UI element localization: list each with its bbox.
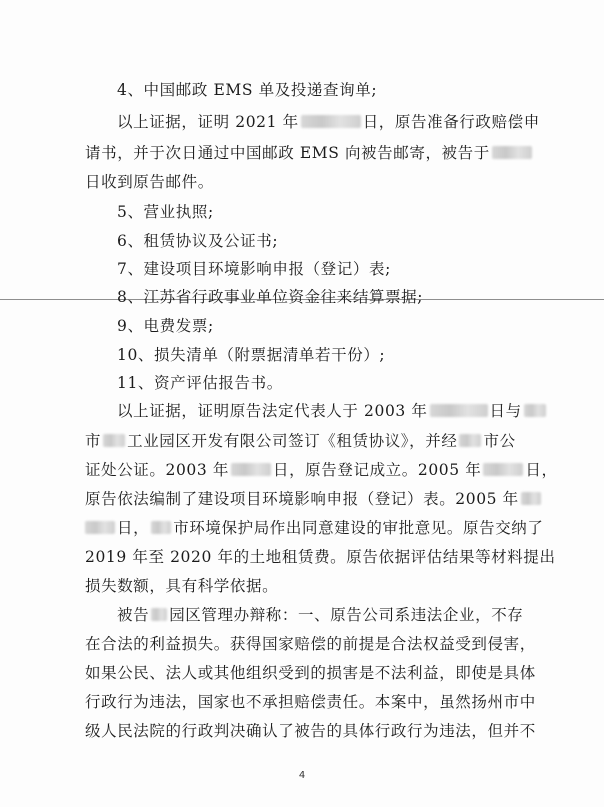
line-10-text: 10、损失清单（附票据清单若干份）; [117,346,386,364]
line-20-text: 在合法的利益损失。获得国家赔偿的前提是合法权益受到侵害， [85,635,536,653]
line-18-text: 损失数额，具有科学依据。 [85,577,279,595]
redaction-mark [430,404,488,417]
line-4-text: 日收到原告邮件。 [85,173,214,191]
line-5-text: 5、营业执照; [117,203,214,221]
redaction-mark [459,434,481,447]
line-12-text-b: 日与 [489,402,522,420]
line-19-text-b: 园区管理办辩称：一、原告公司系违法企业，不存 [169,606,524,624]
line-1-text: 4、中国邮政 EMS 单及投递查询单; [117,81,378,99]
text-line-21 [85,663,536,683]
redaction-mark [524,404,546,417]
redaction-mark [521,492,541,505]
line-23-text: 级人民法院的行政判决确认了被告的具体行政行为违法，但并不 [85,722,536,740]
text-line-13 [85,431,516,451]
text-line-23 [85,721,536,741]
line-17-text: 2019 年至 2020 年的土地租赁费。原告依据评估结果等材料提出 [85,548,556,566]
line-2-text-b: 日，原告准备行政赔偿申 [362,113,540,131]
text-line-20 [85,634,536,654]
line-13-text-b: 工业园区开发有限公司签订《租赁协议》，并经 [127,432,458,450]
line-2-text-a: 以上证据，证明 2021 年 [117,113,299,131]
line-8-text: 8、江苏省行政事业单位资金往来结算票据; [117,288,424,306]
redaction-mark [103,434,125,447]
text-line-16 [85,518,544,538]
text-line-6 [117,231,278,251]
line-14-text-a: 证处公证。2003 年 [85,461,229,479]
line-14-text-c: 日， [525,461,558,479]
text-line-4 [85,172,214,192]
redaction-mark [231,463,271,476]
text-line-1 [117,80,377,100]
line-12-text-a: 以上证据，证明原告法定代表人于 2003 年 [117,402,428,420]
line-3-text-a: 请书，并于次日通过中国邮政 EMS 向被告邮寄，被告于 [85,144,490,162]
line-16-text-b: 市环境保护局作出同意建设的审批意见。原告交纳了 [173,519,544,537]
text-line-5 [117,202,214,222]
text-line-15 [85,489,543,509]
line-14-text-b: 日，原告登记成立。2005 年 [272,461,482,479]
page-number: 4 [298,770,306,781]
text-line-7 [117,259,391,279]
text-line-3 [85,143,534,163]
text-line-12 [117,401,548,421]
text-line-2 [117,112,540,132]
line-6-text: 6、租赁协议及公证书; [117,232,279,250]
text-line-18 [85,576,278,596]
text-line-19 [117,605,523,625]
redaction-mark [492,146,532,159]
redaction-mark [483,463,523,476]
text-line-17 [85,547,556,567]
line-9-text: 9、电费发票; [117,317,214,335]
redaction-mark [151,521,171,534]
text-line-22 [85,692,536,712]
line-15-text-a: 原告依法编制了建设项目环境影响申报（登记）表。2005 年 [85,490,519,508]
text-line-11 [117,373,283,393]
line-13-text-a: 市 [85,432,102,450]
line-21-text: 如果公民、法人或其他组织受到的损害是不法利益，即使是具体 [85,664,536,682]
text-line-10 [117,345,385,365]
line-13-text-c: 市公 [483,432,516,450]
line-16-text-a: 日， [117,519,150,537]
line-7-text: 7、建设项目环境影响申报（登记）表; [117,260,391,278]
line-11-text: 11、资产评估报告书。 [117,374,283,392]
text-line-8 [117,287,423,307]
redaction-mark [151,608,167,621]
line-22-text: 行政行为违法，国家也不承担赔偿责任。本案中，虽然扬州市中 [85,693,536,711]
text-line-9 [117,316,214,336]
line-19-text-a: 被告 [117,606,150,624]
redaction-mark [85,521,115,534]
redaction-mark [301,115,361,128]
text-line-14 [85,460,558,480]
